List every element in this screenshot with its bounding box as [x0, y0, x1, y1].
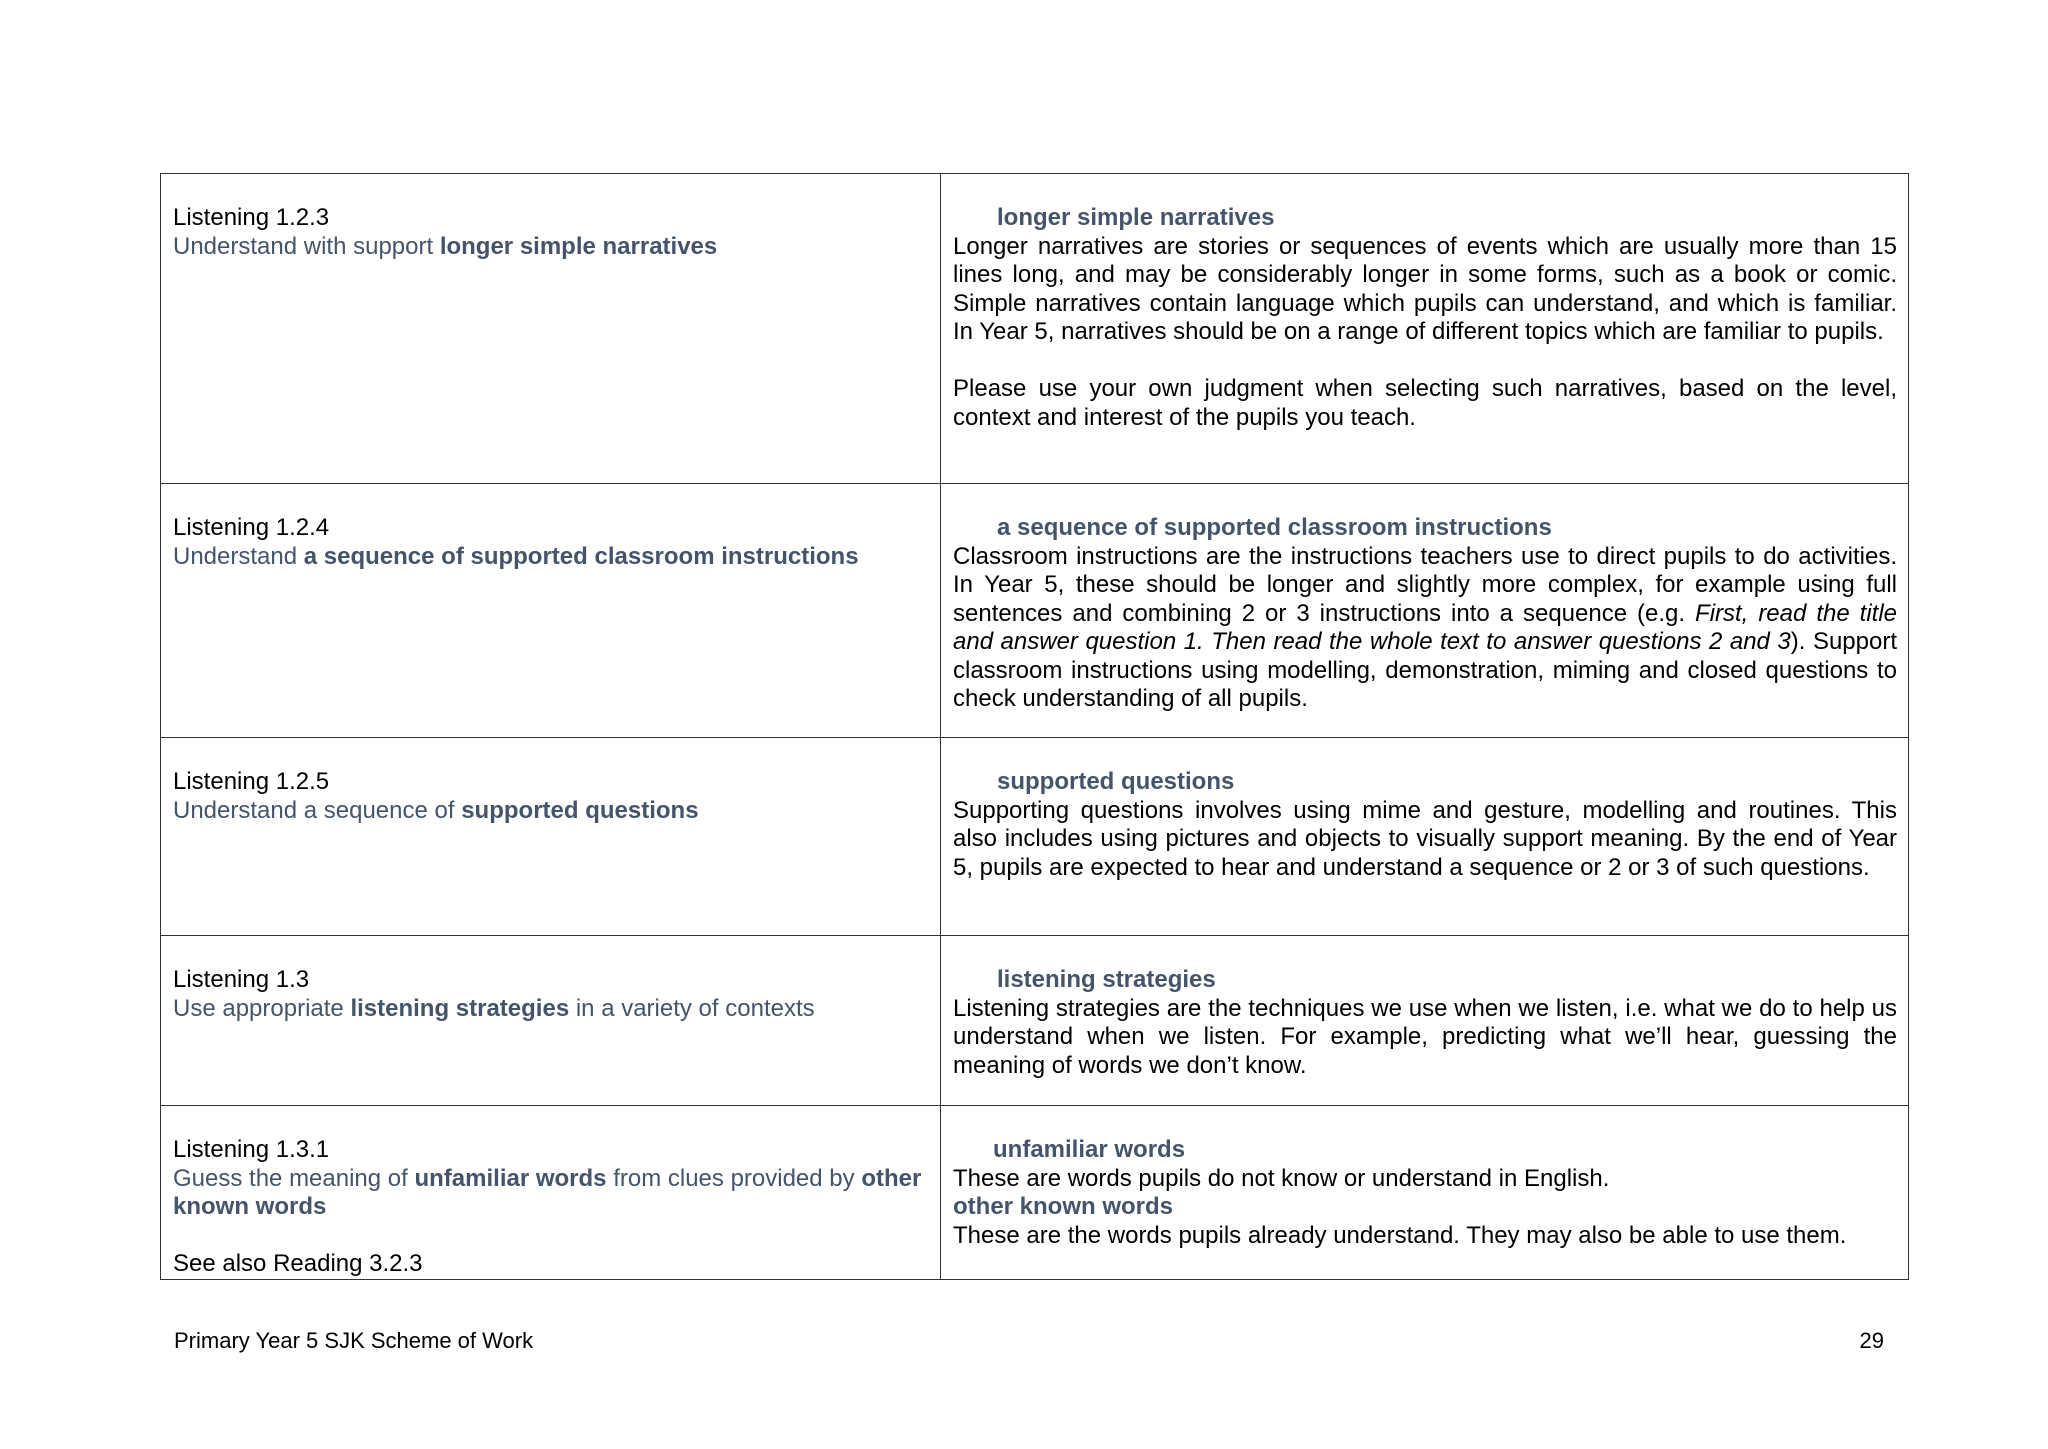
glossary-term: supported questions	[997, 768, 1235, 795]
table-row	[161, 484, 1909, 738]
page-number: 29	[1859, 1328, 1884, 1353]
glossary-cell	[941, 738, 1909, 936]
glossary-definition: Longer narratives are stories or sequences of events which are usually more than 15 lines long, and may be considerably longer in some forms, such as a book or comic. Simple narratives contain language which pupils can understand, and which is familiar. In Year 5, narratives should be on a range of different topics which are familiar to pupils.	[953, 232, 1897, 345]
learning-standard-code: Listening 1.2.3	[173, 204, 330, 231]
glossary-term: a sequence of supported classroom instructions	[997, 514, 1552, 541]
learning-standard-text: Use appropriate listening strategies in a variety of contexts	[173, 994, 815, 1022]
glossary-cell	[941, 936, 1909, 1106]
glossary-term: other known words	[953, 1193, 1174, 1220]
footer-document-title: Primary Year 5 SJK Scheme of Work	[174, 1328, 534, 1353]
glossary-definition: Classroom instructions are the instructions teachers use to direct pupils to do activities. In Year 5, these should be longer and slightly more complex, for example using full sentences and combining 2 or 3 instructions into a sequence (e.g. First, read the title and answer question 1. Then read the whole text to answer questions 2 and 3). Support classroom instructions using modelling, demonstration, miming and closed questions to check understanding of all pupils.	[953, 542, 1898, 712]
glossary-cell	[941, 174, 1909, 484]
table-row	[161, 1106, 1909, 1280]
table-row	[161, 738, 1909, 936]
glossary-definition: These are words pupils do not know or understand in English.	[953, 1164, 1610, 1192]
glossary-definition: Please use your own judgment when selecting such narratives, based on the level, context and interest of the pupils you teach.	[953, 375, 1897, 431]
glossary-definition: Supporting questions involves using mime and gesture, modelling and routines. This also includes using pictures and objects to visually support meaning. By the end of Year 5, pupils are expected to hear and understand a sequence or 2 or 3 of such questions.	[953, 796, 1897, 881]
page-footer	[174, 1328, 1884, 1354]
learning-standard-cell	[161, 1106, 941, 1280]
glossary-term: unfamiliar words	[993, 1136, 1186, 1163]
learning-standard-cell	[161, 936, 941, 1106]
learning-standard-cell	[161, 174, 941, 484]
table-row	[161, 174, 1909, 484]
glossary-term: listening strategies	[997, 966, 1216, 993]
learning-standard-cell	[161, 738, 941, 936]
glossary-term: longer simple narratives	[997, 204, 1275, 231]
learning-standard-cell	[161, 484, 941, 738]
learning-standard-code: Listening 1.3	[173, 966, 310, 993]
cross-reference: See also Reading 3.2.3	[173, 1250, 423, 1277]
glossary-definition: These are the words pupils already understand. They may also be able to use them.	[953, 1221, 1847, 1249]
glossary-definition: Listening strategies are the techniques we use when we listen, i.e. what we do to help us understand when we listen. For example, predicting what we’ll hear, guessing the meaning of words we don’t know.	[953, 994, 1897, 1079]
learning-standard-text: Understand with support longer simple narratives	[173, 232, 718, 260]
scheme-of-work-table	[160, 173, 1909, 1280]
glossary-cell	[941, 1106, 1909, 1280]
table-row	[161, 936, 1909, 1106]
glossary-cell	[941, 484, 1909, 738]
learning-standard-text: Understand a sequence of supported questions	[173, 796, 699, 824]
learning-standard-text: Understand a sequence of supported classroom instructions	[173, 542, 859, 570]
learning-standard-code: Listening 1.2.5	[173, 768, 330, 795]
learning-standard-code: Listening 1.2.4	[173, 514, 330, 541]
learning-standard-text: Guess the meaning of unfamiliar words from clues provided by other known words	[173, 1164, 922, 1220]
learning-standard-code: Listening 1.3.1	[173, 1136, 330, 1163]
